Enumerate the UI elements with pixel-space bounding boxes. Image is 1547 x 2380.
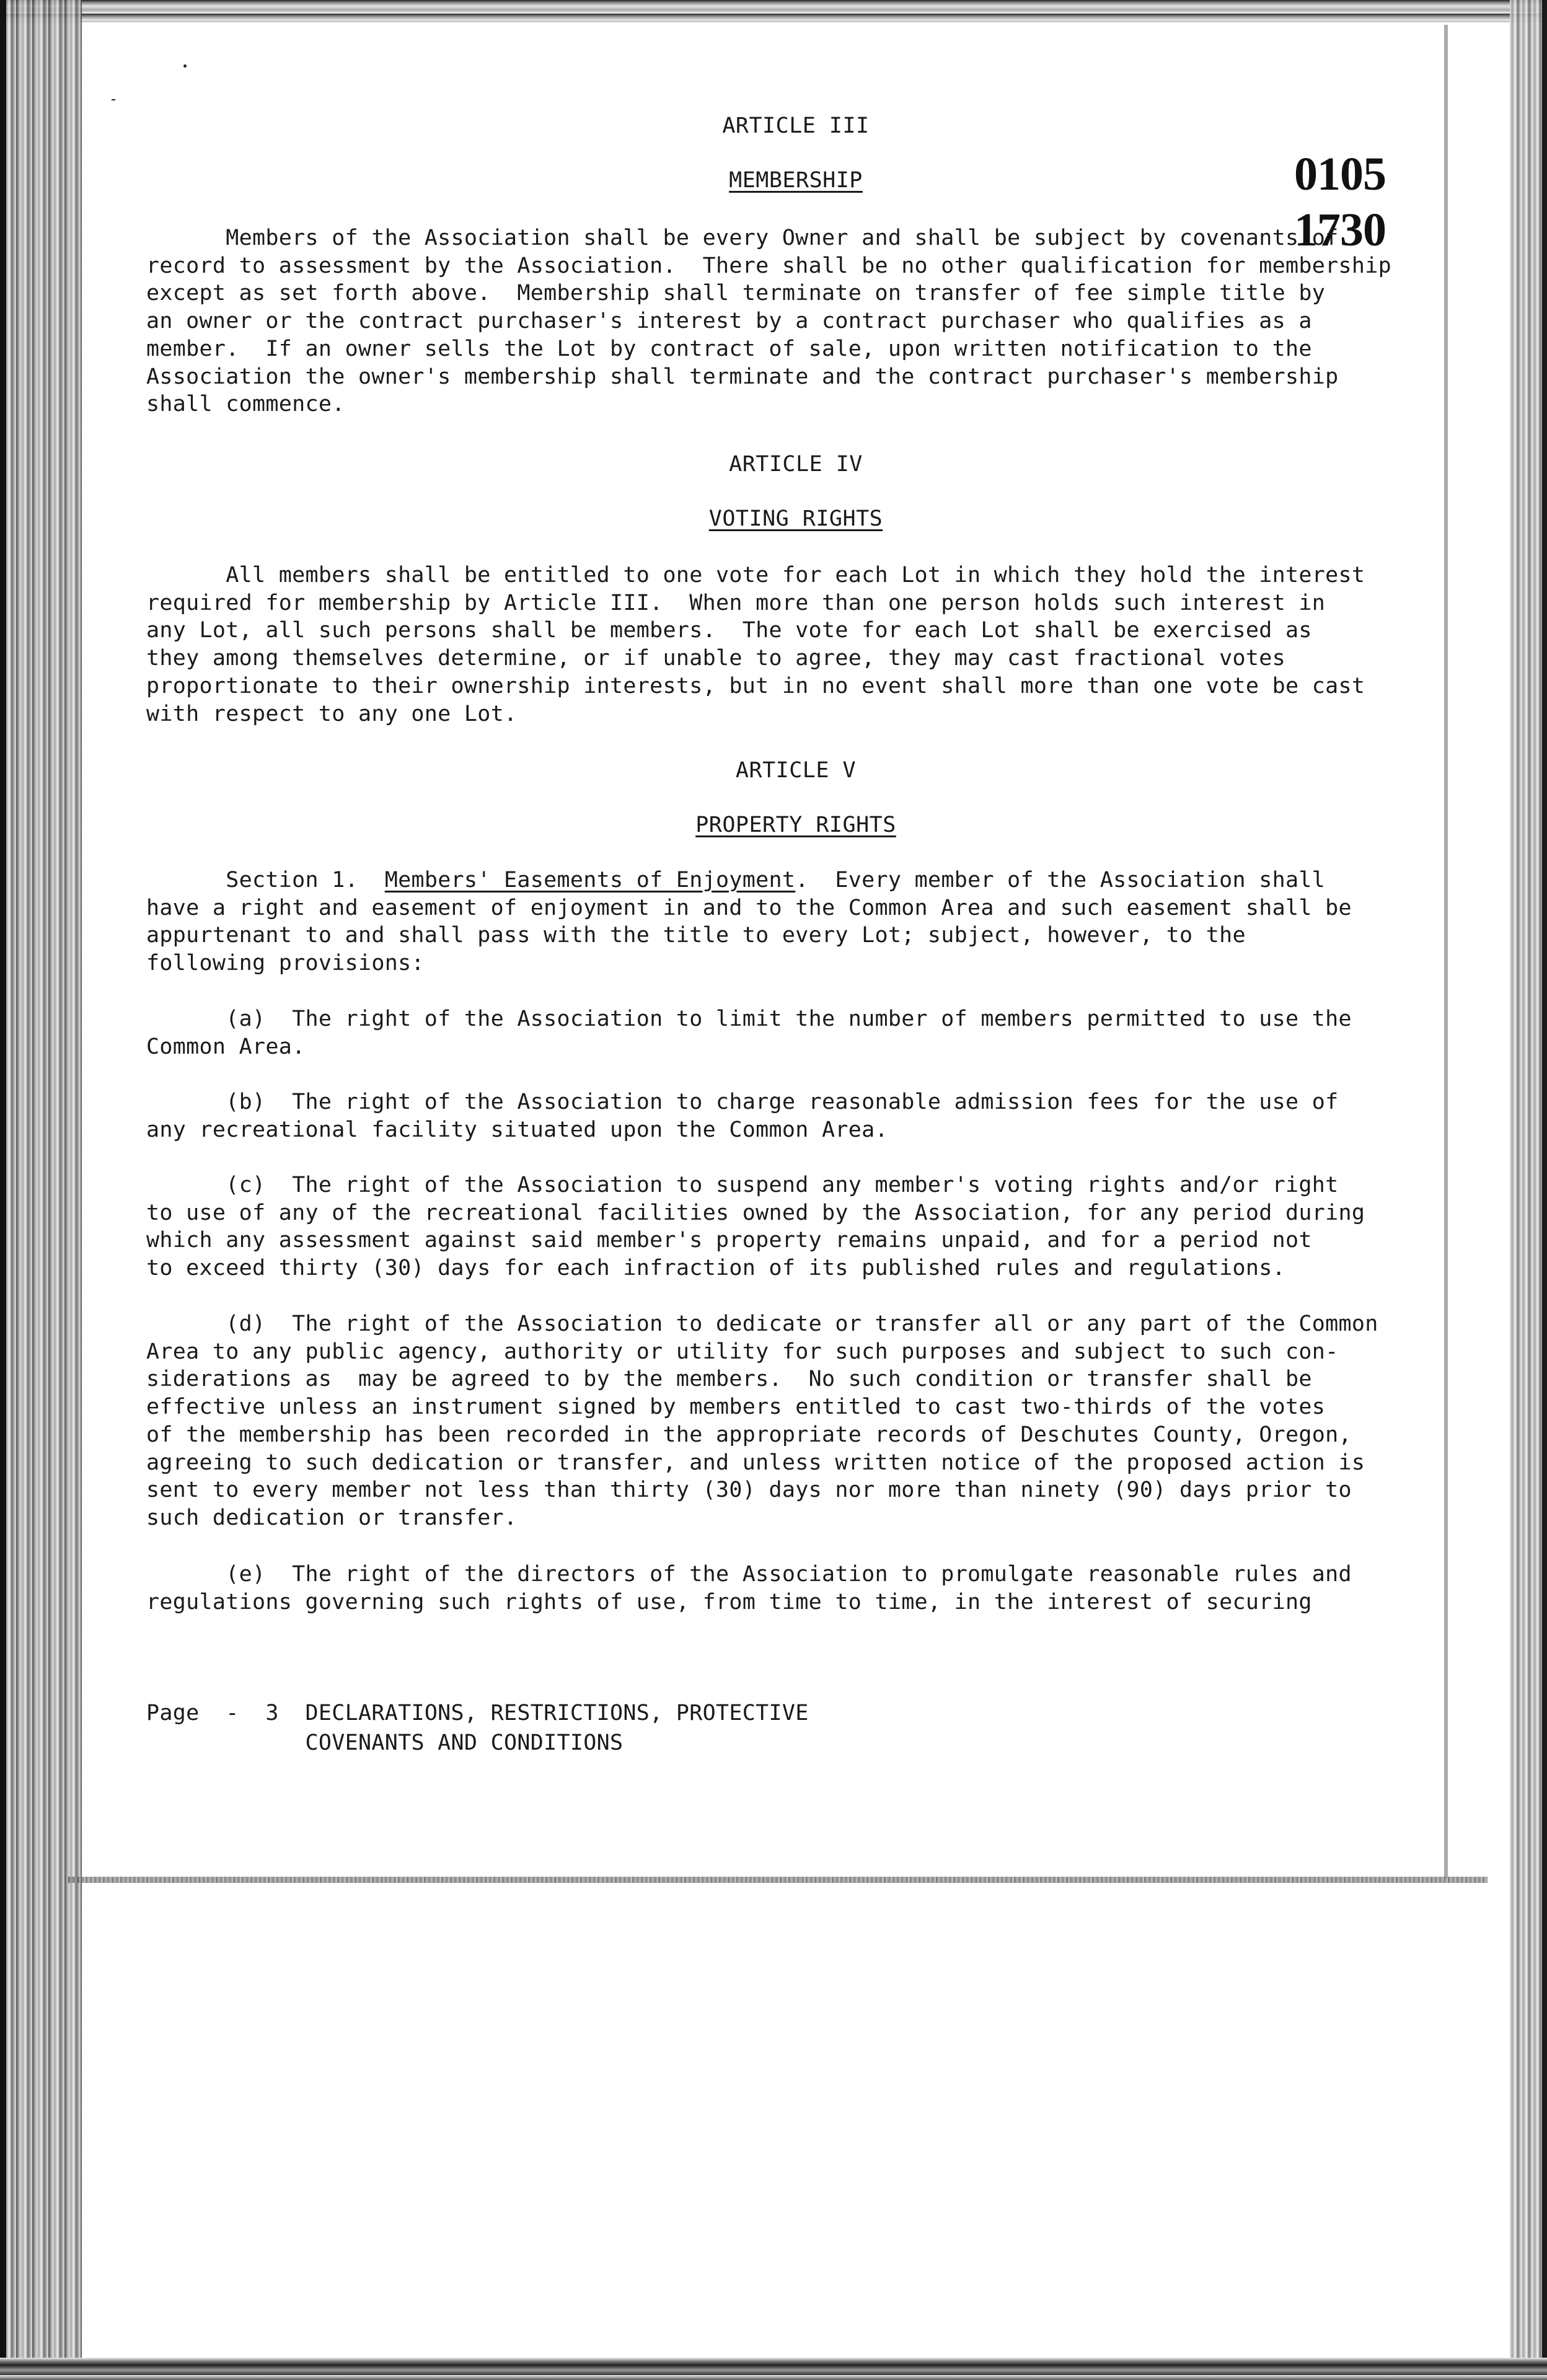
footer-title-line-1: DECLARATIONS, RESTRICTIONS, PROTECTIVE (305, 1701, 809, 1726)
scan-speck (183, 64, 187, 68)
footer-title-line-2: COVENANTS AND CONDITIONS (305, 1730, 624, 1755)
scan-edge-left (0, 0, 6, 2380)
scan-border-bottom (0, 2358, 1547, 2380)
scan-border-top (0, 0, 1547, 22)
item-e: (e) The right of the directors of the Association to promulgate reasonable rules and regulations governing such rights of use, from time to time, in the interest of securing (146, 1562, 1352, 1615)
section-1-first-line: . Every member of the Association shall (795, 868, 1326, 892)
footer-page-label: Page - 3 (146, 1701, 279, 1726)
article-5-subtitle-text: PROPERTY RIGHTS (695, 813, 896, 837)
article-4-subtitle (146, 506, 1445, 532)
article-3-subtitle-text: MEMBERSHIP (729, 168, 863, 193)
section-1-heading: Members' Easements of Enjoyment (384, 868, 796, 892)
page-footer (146, 1698, 809, 1758)
article-3-title: ARTICLE III (722, 113, 870, 138)
section-1-body: have a right and easement of enjoyment in and to the Common Area and such easement shall be appurtenant to and shall pass with the title to every Lot; subject, however, to the following provisions: (146, 895, 1352, 976)
article-4-title: ARTICLE IV (729, 452, 863, 477)
item-b: (b) The right of the Association to charge reasonable admission fees for the use of any recreational facility situated upon the Common Area. (146, 1090, 1339, 1142)
scan-border-left (0, 0, 82, 2380)
scan-speck (112, 99, 115, 100)
item-a: (a) The right of the Association to limit the number of members permitted to use the Common Area. (146, 1007, 1352, 1059)
article-5-subtitle (146, 812, 1445, 838)
scan-border-right (1510, 0, 1547, 2380)
article-4-body: All members shall be entitled to one vote for each Lot in which they hold the interest required for membership by Article III. When more than one person holds such interest in any Lot, all such persons shall be members. The vote for each Lot shall be exercised as they among themselves determine, or if unable to agree, they may cast fractional votes proportionate to their ownership interests, but in no event shall more than one vote be cast with respect to any one Lot. (146, 563, 1365, 726)
section-1-paragraph (146, 866, 1473, 977)
item-d: (d) The right of the Association to dedicate or transfer all or any part of the Common Area to any public agency, authority or utility for such purposes and subject to such con- siderations as may be agreed to by the members. No such condition or transfer shall be effective unless an instrument signed by members entitled to cast two-thirds of the votes of the membership has been recorded in the appropriate records of Deschutes County, Oregon, agreeing to such dedication or transfer, and unless written notice of the proposed action is sent to every member not less than thirty (30) days nor more than ninety (90) days prior to such dedication or transfer. (146, 1311, 1378, 1530)
article-3-subtitle (146, 167, 1445, 193)
article-4-subtitle-text: VOTING RIGHTS (708, 506, 883, 531)
scan-edge-right (1542, 0, 1547, 2380)
article-3-body: Members of the Association shall be every Owner and shall be subject by covenants of record to assessment by the Association. There shall be no other qualification for membership except as set forth above. Membership shall terminate on transfer of fee simple title by an owner or the contract purchaser's interest by a contract purchaser who qualifies as a member. If an owner sells the Lot by contract of sale, upon written notification to the Association the owner's membership shall terminate and the contract purchaser's membership shall commence. (146, 226, 1391, 417)
item-c: (c) The right of the Association to suspend any member's voting rights and/or right to use of any of the recreational facilities owned by the Association, for any period during which any assessment against said member's property remains unpaid, and for a period not to exceed thirty (30) days for each infraction of its published rules and regulations. (146, 1173, 1365, 1281)
paper-edge-bottom (68, 1877, 1488, 1883)
recording-stamp-number: 0105 1730 (1294, 148, 1386, 256)
article-5-title: ARTICLE V (735, 758, 857, 783)
section-1-lead: Section 1. (146, 868, 385, 892)
